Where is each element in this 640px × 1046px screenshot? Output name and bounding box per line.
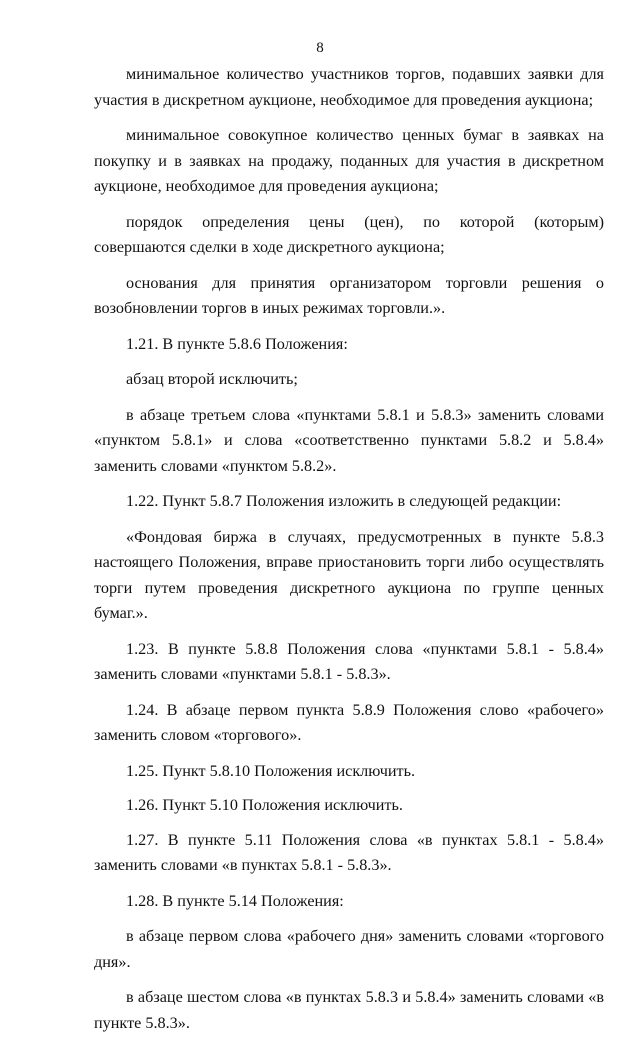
paragraph-1-21-b: в абзаце третьем слова «пунктами 5.8.1 и 5.8.3» заменить словами «пунктом 5.8.1» и слова «соответственно пунктами 5.8.2 и 5.8.4» заменить словами «пунктом 5.8.2».	[94, 405, 604, 475]
paragraph-1-21-a: абзац второй исключить;	[126, 370, 298, 388]
paragraph-1-28-a: в абзаце первом слова «рабочего дня» заменить словами «торгового дня».	[94, 927, 604, 971]
document-body	[94, 62, 604, 1046]
paragraph-1-21: 1.21. В пункте 5.8.6 Положения:	[126, 334, 348, 353]
paragraph-1-24: 1.24. В абзаце первом пункта 5.8.9 Положения слово «рабочего» заменить словом «торгового».	[94, 700, 604, 744]
paragraph-price-procedure: порядок определения цены (цен), по которой (которым) совершаются сделки в ходе дискретного аукциона;	[94, 212, 604, 256]
paragraph-1-28: 1.28. В пункте 5.14 Положения:	[126, 891, 344, 910]
paragraph-1-28-b: в абзаце шестом слова «в пунктах 5.8.3 и 5.8.4» заменить словами «в пункте 5.8.3».	[94, 988, 604, 1032]
page-number: 8	[316, 40, 324, 56]
paragraph-1-23: 1.23. В пункте 5.8.8 Положения слова «пунктами 5.8.1 - 5.8.4» заменить словами «пунктами 5.8.1 - 5.8.3».	[94, 639, 604, 683]
paragraph-1-22-text: «Фондовая биржа в случаях, предусмотренных в пункте 5.8.3 настоящего Положения, вправе приостановить торги либо осуществлять торги путем проведения дискретного аукциона по группе ценных бумаг.».	[94, 527, 604, 622]
paragraph-1-26: 1.26. Пункт 5.10 Положения исключить.	[126, 796, 403, 814]
paragraph-1-25: 1.25. Пункт 5.8.10 Положения исключить.	[126, 761, 416, 780]
paragraph-1-22: 1.22. Пункт 5.8.7 Положения изложить в следующей редакции:	[126, 492, 562, 510]
paragraph-resumption-grounds: основания для принятия организатором торговли решения о возобновлении торгов в иных режимах торговли.».	[94, 273, 604, 317]
paragraph-min-securities: минимальное совокупное количество ценных бумаг в заявках на покупку и в заявках на продажу, поданных для участия в дискретном аукционе, необходимое для проведения аукциона;	[94, 126, 604, 195]
paragraph-min-participants: минимальное количество участников торгов, подавших заявки для участия в дискретном аукционе, необходимое для проведения аукциона;	[94, 65, 604, 109]
paragraph-1-27: 1.27. В пункте 5.11 Положения слова «в пунктах 5.8.1 - 5.8.4» заменить словами «в пунктах 5.8.1 - 5.8.3».	[94, 830, 604, 874]
